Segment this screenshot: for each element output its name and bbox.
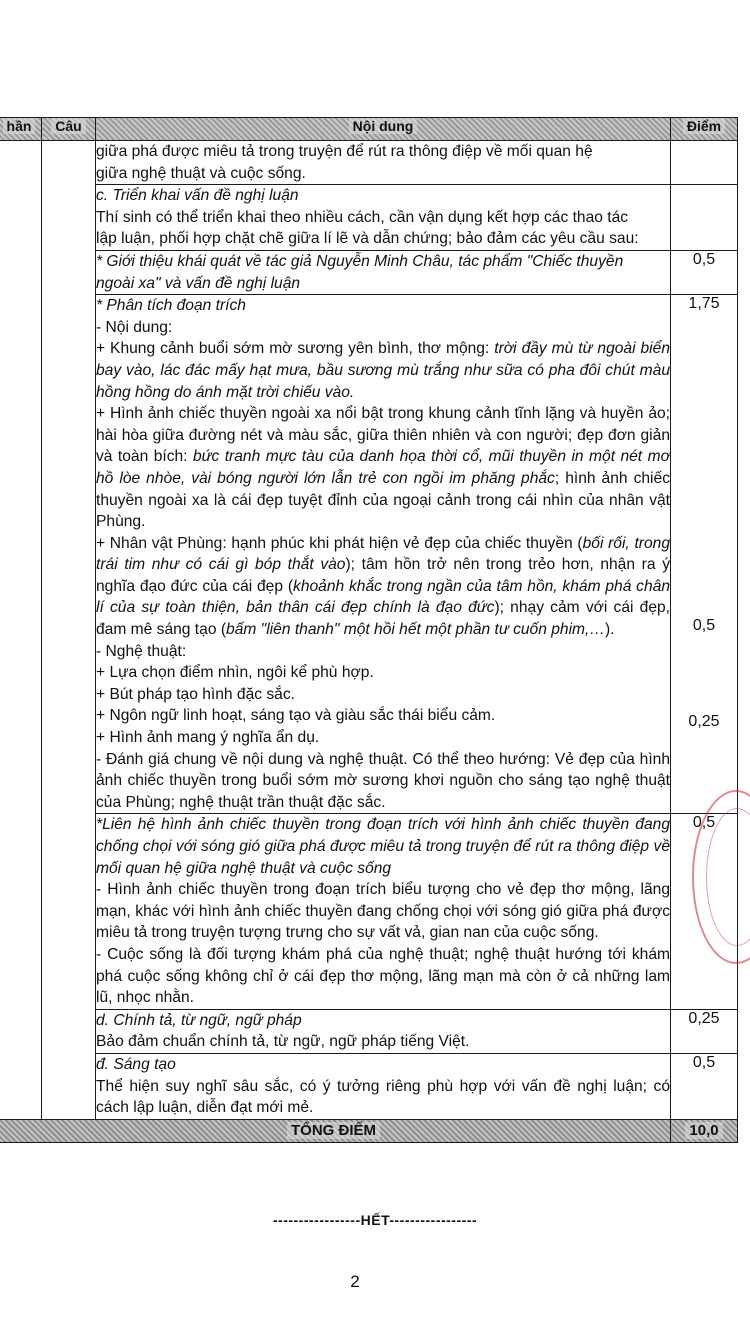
score-value: 0,25 <box>688 1009 720 1027</box>
score-cell <box>671 295 738 814</box>
text-line: Thí sinh có thể triển khai theo nhiều cách, cần vận dụng kết hợp các thao tác <box>96 208 629 226</box>
paragraph: Thể hiện suy nghĩ sâu sắc, có ý tưởng riêng phù hợp với vấn đề nghị luận; có cách lập luận, diễn đạt mới mẻ. <box>96 1077 670 1117</box>
paragraph: + Hình ảnh chiếc thuyền ngoài xa nổi bật trong khung cảnh tĩnh lặng và huyền ảo; hài hòa giữa đường nét và màu sắc, giữa thiên nhiên và con người; đẹp đơn giản và toàn bích: bức tranh mực tàu của danh họa thời cổ, mũi thuyền in một nét mơ hồ lòe nhòe, vài bóng người lớn lẫn trẻ con ngồi im phăng phắc; hình ảnh chiếc thuyền ngoài xa là cái đẹp tuyệt đỉnh của ngoại cảnh trong cái nhìn của nhân vật Phùng. <box>96 405 670 531</box>
spacer <box>671 635 737 713</box>
total-label: TỔNG ĐIỂM <box>287 1122 380 1139</box>
paragraph: - Đánh giá chung về nội dung và nghệ thuật. Có thể theo hướng: Vẻ đẹp của hình ảnh chiếc thuyền trong buổi sớm mờ sương khơi nguồn cho sáng tạo nghệ thuật của Phùng; nghệ thuật trần thuật đặc sắc. <box>96 750 670 811</box>
total-score: 10,0 <box>685 1122 722 1139</box>
score-value: 1,75 <box>688 295 720 313</box>
table-row <box>0 185 738 251</box>
score-cell <box>671 185 738 251</box>
total-label-cell <box>0 1119 671 1142</box>
sub-heading: - Nghệ thuật: <box>96 642 187 660</box>
header-phan: hần <box>0 118 42 141</box>
end-marker: -----------------HẾT----------------- <box>272 1212 478 1228</box>
text-line: ngoài xa" và vấn đề nghị luận <box>96 274 301 292</box>
table-header-row <box>0 118 738 141</box>
header-cau: Câu <box>42 118 96 141</box>
section-title: d. Chính tả, từ ngữ, ngữ pháp <box>96 1011 302 1029</box>
text-line: Bảo đảm chuẩn chính tả, từ ngữ, ngữ pháp tiếng Việt. <box>96 1033 470 1051</box>
text-line: + Bút pháp tạo hình đặc sắc. <box>96 685 295 703</box>
section-title: c. Triển khai vấn đề nghị luận <box>96 187 299 205</box>
section-title: đ. Sáng tạo <box>96 1055 176 1073</box>
phan-cell <box>0 141 42 1120</box>
grading-table <box>0 117 738 1143</box>
table-row <box>0 1009 738 1053</box>
content-cell <box>96 141 671 185</box>
table-row <box>0 814 738 1009</box>
text-line: giữa nghệ thuật và cuộc sống. <box>96 164 306 182</box>
content-cell <box>96 814 671 1009</box>
content-cell <box>96 185 671 251</box>
text-line: lập luận, phối hợp chặt chẽ giữa lí lẽ và dẫn chứng; bảo đảm các yêu cầu sau: <box>96 230 639 248</box>
page-number: 2 <box>350 1272 360 1291</box>
paragraph: - Hình ảnh chiếc thuyền trong đoạn trích biểu tượng cho vẻ đẹp thơ mộng, lãng mạn, khác với hình ảnh chiếc thuyền đang chống chọi với sóng gió giữa phá được miêu tả trong truyện tượng trưng cho sự vất vả, gian nan của cuộc sống. <box>96 881 670 942</box>
paragraph: + Nhân vật Phùng: hạnh phúc khi phát hiện vẻ đẹp của chiếc thuyền (bối rối, trong trái tim như có cái gì bóp thắt vào); tâm hồn trở nên trong trẻo hơn, nhận ra ý nghĩa đạo đức của cái đẹp (khoảnh khắc trong ngần của tâm hồn, khám phá chân lí của sự toàn thiện, bản thân cái đẹp chính là đạo đức); nhạy cảm với cái đẹp, đam mê sáng tạo (bấm "liên thanh" một hồi hết một phần tư cuốn phim,…). <box>96 534 671 639</box>
content-cell <box>96 250 671 294</box>
table-row <box>0 141 738 185</box>
grading-sheet <box>0 117 750 1143</box>
paragraph: + Khung cảnh buổi sớm mờ sương yên bình, thơ mộng: trời đầy mù từ ngoài biển bay vào, lác đác mấy hạt mưa, bầu sương mù trắng như sữa có pha đôi chút màu hồng hồng do ánh mặt trời chiếu vào. <box>96 340 670 401</box>
score-cell <box>671 1053 738 1119</box>
score-cell <box>671 1009 738 1053</box>
header-noi-dung: Nội dung <box>96 118 671 141</box>
section-title: * Phân tích đoạn trích <box>96 297 246 315</box>
text-line: + Lựa chọn điểm nhìn, ngôi kể phù hợp. <box>96 664 374 682</box>
score-value: 0,5 <box>692 1053 716 1071</box>
table-row <box>0 250 738 294</box>
score-cell <box>671 141 738 185</box>
text-line: + Hình ảnh mang ý nghĩa ẩn dụ. <box>96 729 320 747</box>
text-line: giữa phá được miêu tả trong truyện để rút ra thông điệp về mối quan hệ <box>96 143 593 160</box>
content-cell <box>96 295 671 814</box>
spacer <box>671 313 737 617</box>
score-cell <box>671 250 738 294</box>
cau-cell <box>42 141 96 1120</box>
score-value: 0,5 <box>692 814 716 832</box>
content-cell <box>96 1053 671 1119</box>
text-line: + Ngôn ngữ linh hoạt, sáng tạo và giàu sắc thái biểu cảm. <box>96 707 496 725</box>
section-title: *Liên hệ hình ảnh chiếc thuyền trong đoạn trích với hình ảnh chiếc thuyền đang chống chọi với sóng gió giữa phá được miêu tả trong truyện để rút ra thông điệp về mối quan hệ giữa nghệ thuật và cuộc sống <box>96 816 670 877</box>
score-value: 0,25 <box>688 713 720 731</box>
table-row <box>0 295 738 814</box>
header-diem: Điểm <box>671 118 738 141</box>
table-row <box>0 1053 738 1119</box>
paragraph: - Cuộc sống là đối tượng khám phá của nghệ thuật; nghệ thuật hướng tới khám phá cuộc sống không chỉ ở cái đẹp thơ mộng, lãng mạn mà còn ở cả những lam lũ, nhọc nhằn. <box>96 945 670 1007</box>
text-line: * Giới thiệu khái quát về tác giả Nguyễn Minh Châu, tác phẩm "Chiếc thuyền <box>96 252 624 270</box>
sub-heading: - Nội dung: <box>96 318 173 336</box>
total-score-cell <box>671 1119 738 1142</box>
score-value: 0,5 <box>692 250 716 268</box>
score-value: 0,5 <box>692 617 716 635</box>
total-row <box>0 1119 738 1142</box>
content-cell <box>96 1009 671 1053</box>
